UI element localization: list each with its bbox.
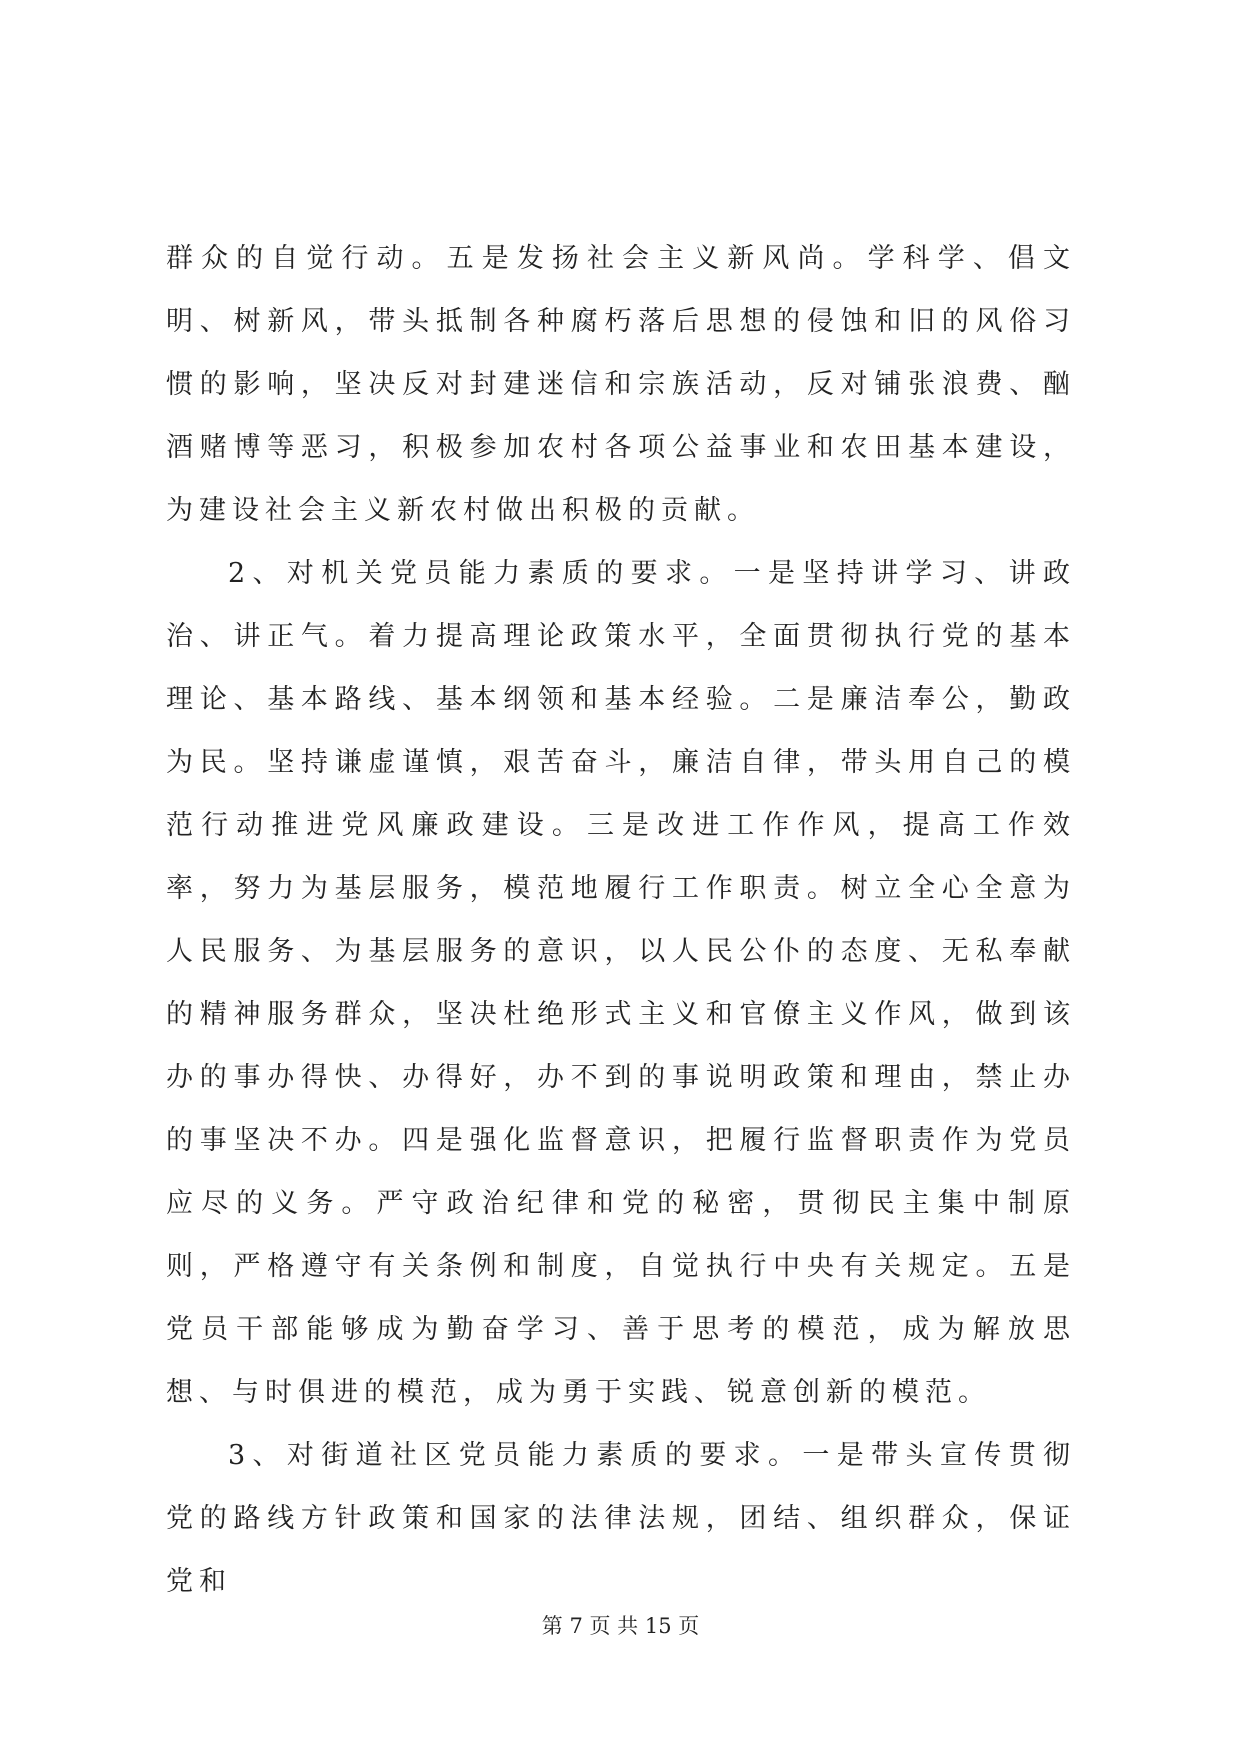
document-body xyxy=(166,227,1076,1613)
page-footer: 第 7 页 共 15 页 xyxy=(541,1614,700,1638)
paragraph-1: 群众的自觉行动。五是发扬社会主义新风尚。学科学、倡文明、树新风，带头抵制各种腐朽落后思想的侵蚀和旧的风俗习惯的影响，坚决反对封建迷信和宗族活动，反对铺张浪费、酗酒赌博等恶习，积极参加农村各项公益事业和农田基本建设，为建设社会主义新农村做出积极的贡献。 xyxy=(166,243,1076,526)
paragraph-3: 3、对街道社区党员能力素质的要求。一是带头宣传贯彻党的路线方针政策和国家的法律法规，团结、组织群众，保证党和 xyxy=(166,1440,1076,1597)
paragraph-2: 2、对机关党员能力素质的要求。一是坚持讲学习、讲政治、讲正气。着力提高理论政策水平，全面贯彻执行党的基本理论、基本路线、基本纲领和基本经验。二是廉洁奉公，勤政为民。坚持谦虚谨慎，艰苦奋斗，廉洁自律，带头用自己的模范行动推进党风廉政建设。三是改进工作作风，提高工作效率，努力为基层服务，模范地履行工作职责。树立全心全意为人民服务、为基层服务的意识，以人民公仆的态度、无私奉献的精神服务群众，坚决杜绝形式主义和官僚主义作风，做到该办的事办得快、办得好，办不到的事说明政策和理由，禁止办的事坚决不办。四是强化监督意识，把履行监督职责作为党员应尽的义务。严守政治纪律和党的秘密，贯彻民主集中制原则，严格遵守有关条例和制度，自觉执行中央有关规定。五是党员干部能够成为勤奋学习、善于思考的模范，成为解放思想、与时俱进的模范，成为勇于实践、锐意创新的模范。 xyxy=(166,558,1076,1408)
